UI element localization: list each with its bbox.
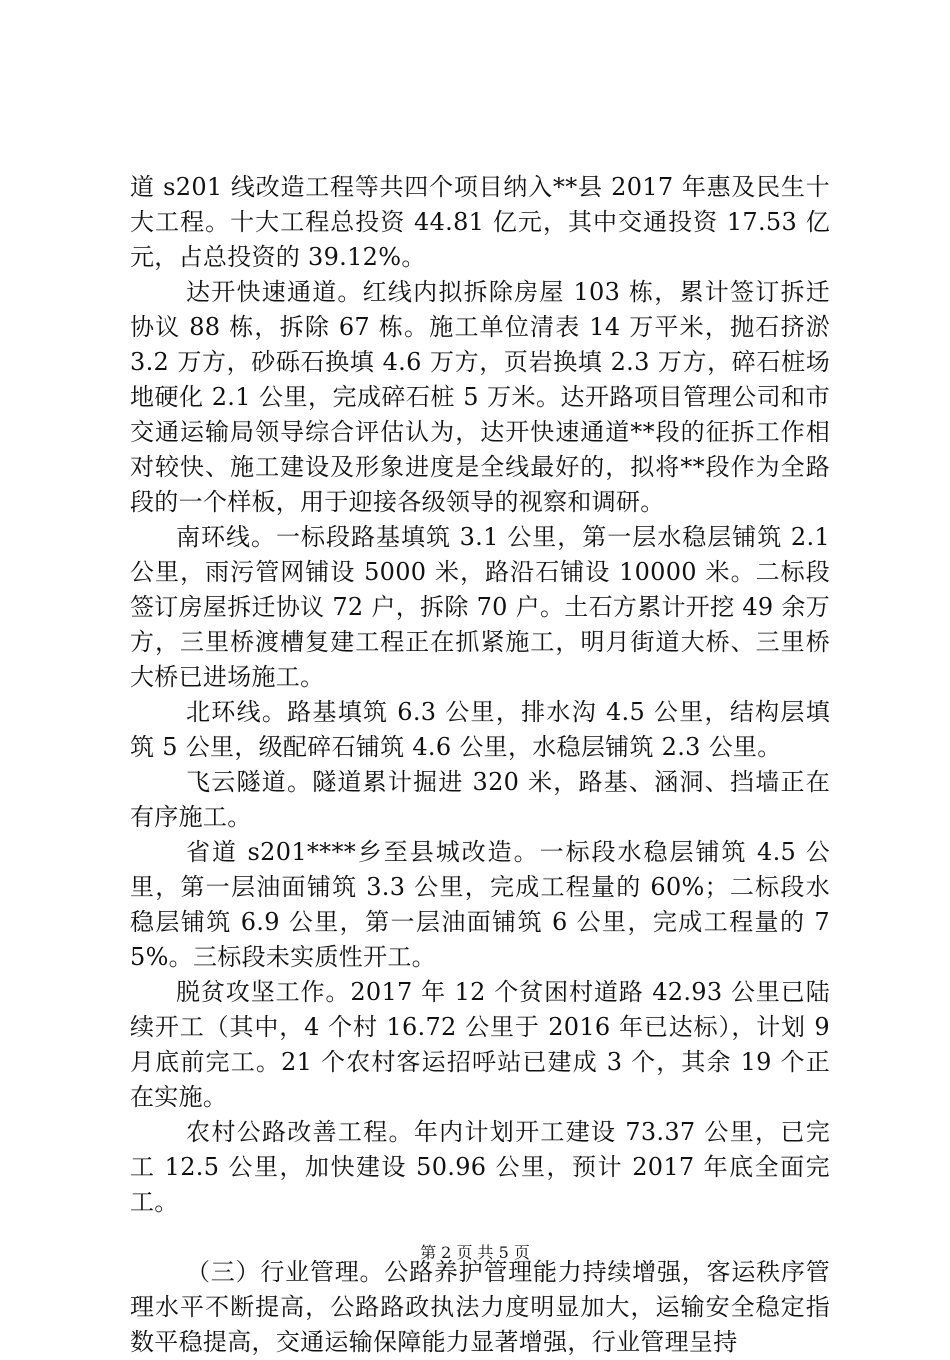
document-body <box>130 170 830 1360</box>
paragraph-rural-roads: 农村公路改善工程。年内计划开工建设 73.37 公里，已完工 12.5 公里，加快建设 50.96 公里，预计 2017 年底全面完工。 <box>130 1118 830 1216</box>
paragraph-dakai-expressway: 达开快速通道。红线内拟拆除房屋 103 栋，累计签订拆迁协议 88 栋，拆除 67 栋。施工单位清表 14 万平米，抛石挤淤 3.2 万方，砂砾石换填 4.6 万方，页岩换填 2.3 万方，碎石桩场地硬化 2.1 公里，完成碎石桩 5 万米。达开路项目管理公司和市交通运输局领导综合评估认为，达开快速通道**段的征拆工作相对较快、施工建设及形象进度是全线最好的，拟将**段作为全路段的一个样板，用于迎接各级领导的视察和调研。 <box>130 278 830 516</box>
paragraph-industry-management: （三）行业管理。公路养护管理能力持续增强，客运秩序管理水平不断提高，公路路政执法力度明显加大，运输安全稳定指数平稳提高，交通运输保障能力显著增强，行业管理呈持 <box>130 1258 830 1356</box>
paragraph-north-ring: 北环线。路基填筑 6.3 公里，排水沟 4.5 公里，结构层填筑 5 公里，级配碎石铺筑 4.6 公里，水稳层铺筑 2.3 公里。 <box>130 698 830 761</box>
paragraph-intro: 道 s201 线改造工程等共四个项目纳入**县 2017 年惠及民生十大工程。十大工程总投资 44.81 亿元，其中交通投资 17.53 亿元，占总投资的 39.12%。 <box>130 173 830 271</box>
page-number-footer: 第 2 页 共 5 页 <box>420 1243 530 1262</box>
paragraph-south-ring: 南环线。一标段路基填筑 3.1 公里，第一层水稳层铺筑 2.1 公里，雨污管网铺设 5000 米，路沿石铺设 10000 米。二标段签订房屋拆迁协议 72 户，拆除 70 户。土石方累计开挖 49 余万方，三里桥渡槽复建工程正在抓紧施工，明月街道大桥、三里桥大桥已进场施工。 <box>130 523 830 691</box>
paragraph-feiyun-tunnel: 飞云隧道。隧道累计掘进 320 米，路基、涵洞、挡墙正在有序施工。 <box>130 768 830 831</box>
paragraph-poverty-alleviation: 脱贫攻坚工作。2017 年 12 个贫困村道路 42.93 公里已陆续开工（其中，4 个村 16.72 公里于 2016 年已达标），计划 9 月底前完工。21 个农村客运招呼站已建成 3 个，其余 19 个正在实施。 <box>130 978 830 1111</box>
paragraph-provincial-road: 省道 s201****乡至县城改造。一标段水稳层铺筑 4.5 公里，第一层油面铺筑 3.3 公里，完成工程量的 60%；二标段水稳层铺筑 6.9 公里，第一层油面铺筑 6 公里，完成工程量的 75%。三标段未实质性开工。 <box>130 838 830 971</box>
